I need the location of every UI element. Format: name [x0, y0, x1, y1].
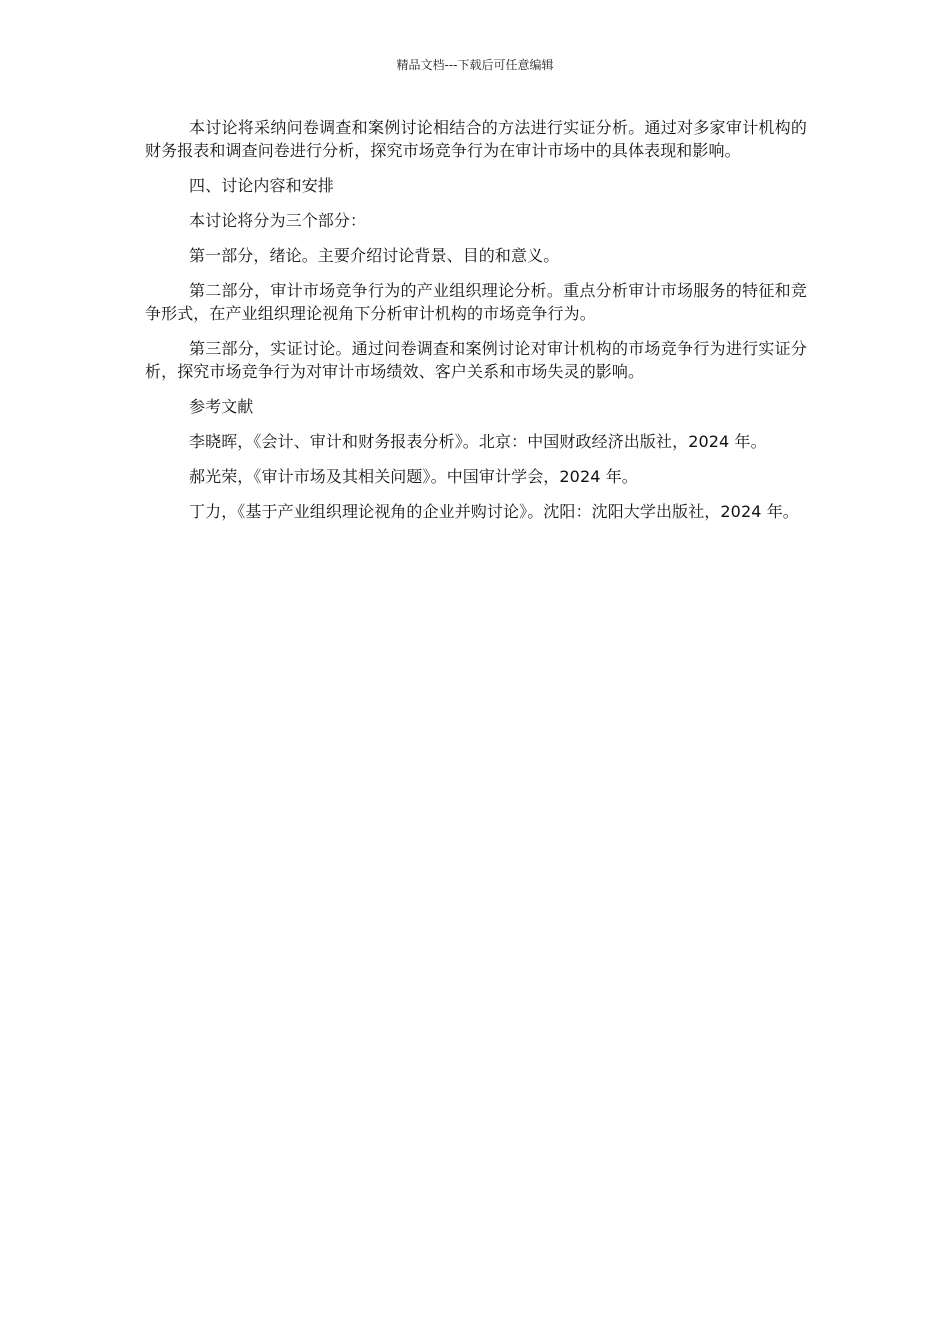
page-header: 精品文档---下载后可任意编辑 — [396, 58, 554, 72]
part-one-paragraph: 第一部分，绪论。主要介绍讨论背景、目的和意义。 — [189, 246, 560, 265]
part-two-paragraph: 第二部分，审计市场竞争行为的产业组织理论分析。重点分析审计市场服务的特征和竞争形式，在产业组织理论视角下分析审计机构的市场竞争行为。 — [145, 281, 807, 323]
document-body — [145, 116, 807, 523]
part-three-paragraph: 第三部分，实证讨论。通过问卷调查和案例讨论对审计机构的市场竞争行为进行实证分析，探究市场竞争行为对审计市场绩效、客户关系和市场失灵的影响。 — [145, 339, 807, 381]
section-heading: 四、讨论内容和安排 — [189, 176, 334, 195]
structure-intro: 本讨论将分为三个部分： — [189, 211, 367, 230]
method-paragraph: 本讨论将采纳问卷调查和案例讨论相结合的方法进行实证分析。通过对多家审计机构的财务报表和调查问卷进行分析，探究市场竞争行为在审计市场中的具体表现和影响。 — [145, 118, 807, 160]
references-heading: 参考文献 — [189, 397, 254, 416]
reference-item: 李晓晖，《会计、审计和财务报表分析》。北京：中国财政经济出版社，2024 年。 — [189, 432, 767, 451]
reference-item: 丁力，《基于产业组织理论视角的企业并购讨论》。沈阳：沈阳大学出版社，2024 年。 — [189, 502, 799, 521]
reference-item: 郝光荣，《审计市场及其相关问题》。中国审计学会，2024 年。 — [189, 467, 638, 486]
